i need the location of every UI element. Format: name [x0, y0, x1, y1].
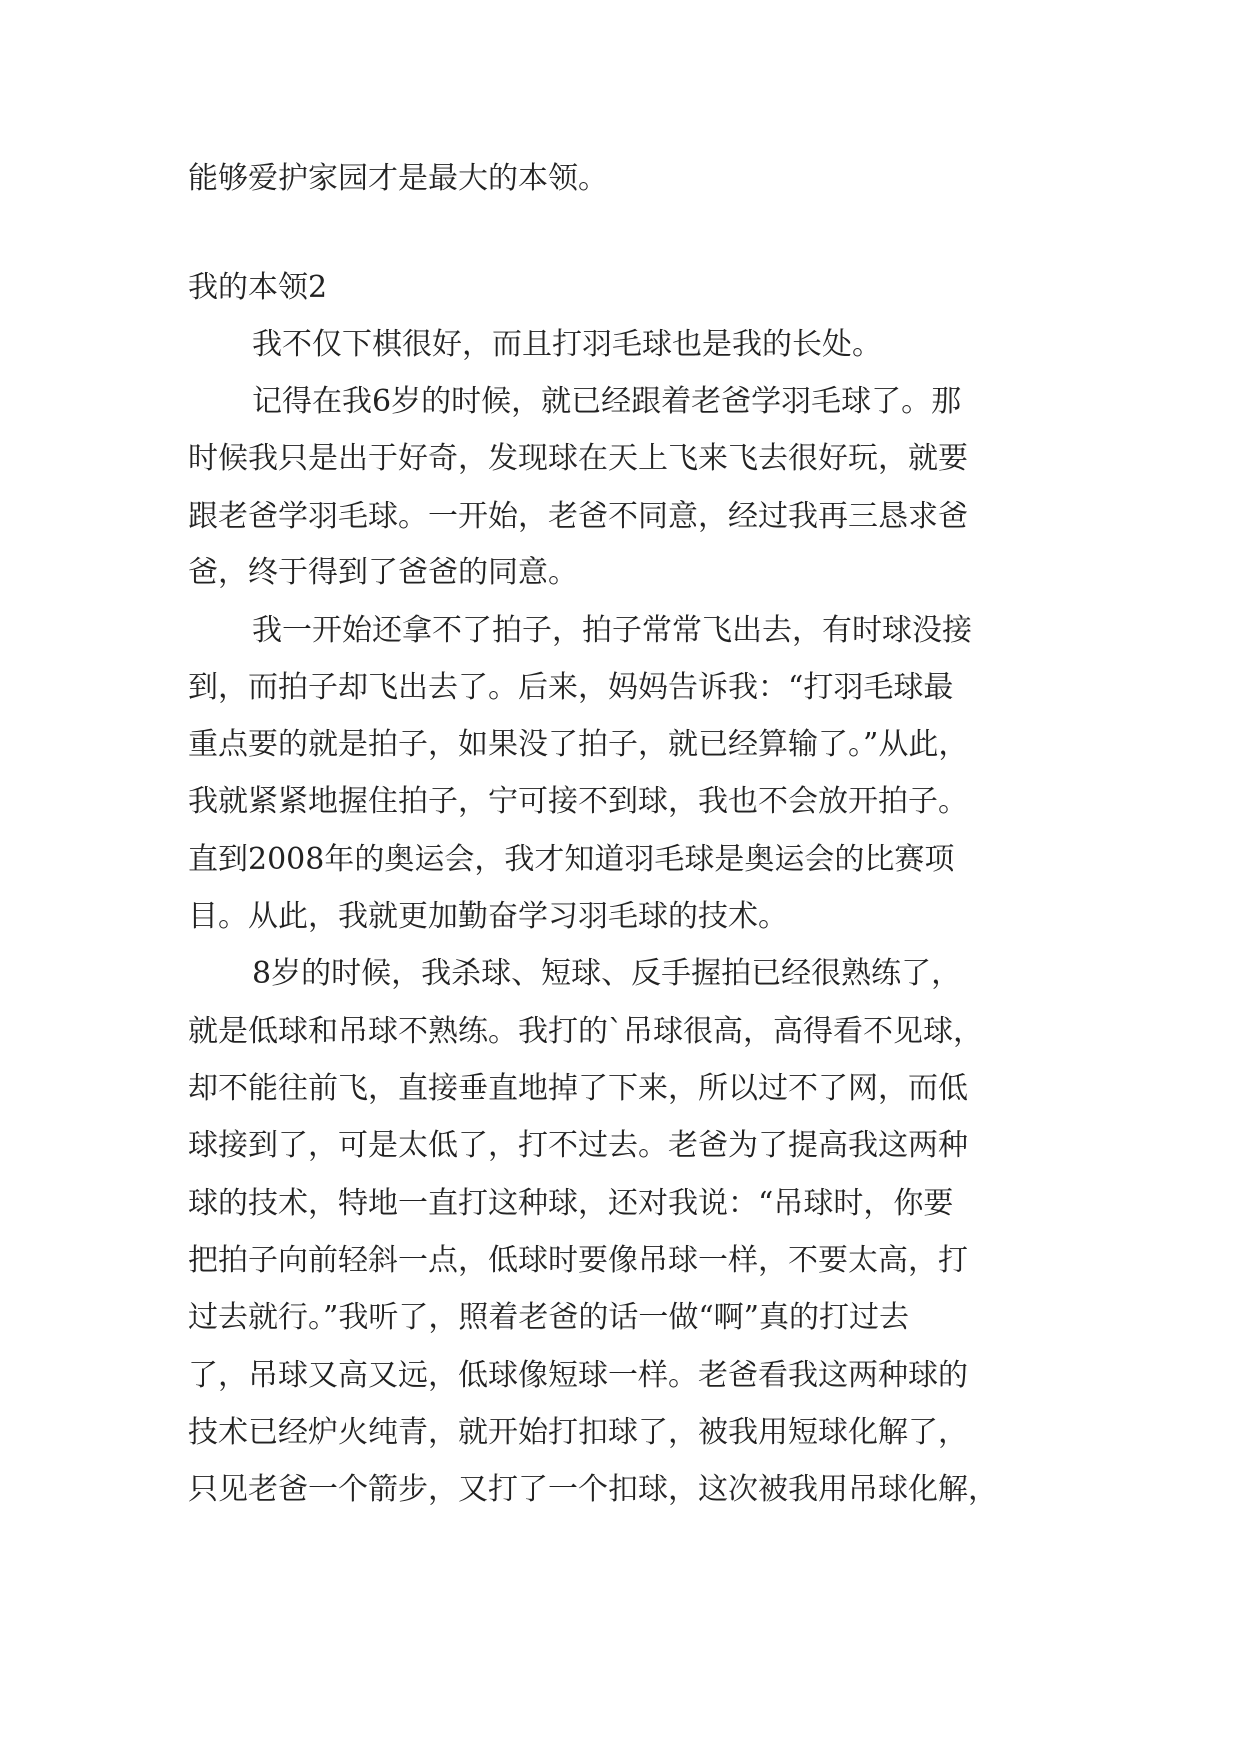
text-line: 就是低球和吊球不熟练。我打的`吊球很高，高得看不见球， [188, 1014, 983, 1049]
text-line: 却不能往前飞，直接垂直地掉了下来，所以过不了网，而低 [188, 1071, 968, 1106]
text-line: 球接到了，可是太低了，打不过去。老爸为了提高我这两种 [188, 1128, 968, 1163]
text-line: 把拍子向前轻斜一点，低球时要像吊球一样，不要太高，打 [188, 1243, 968, 1278]
text-line: 记得在我6岁的时候，就已经跟着老爸学羽毛球了。那 [252, 384, 962, 419]
text-line: 球的技术，特地一直打这种球，还对我说：“吊球时，你要 [188, 1186, 954, 1221]
text-line: 目。从此，我就更加勤奋学习羽毛球的技术。 [188, 899, 788, 934]
text-line: 过去就行。”我听了，照着老爸的话一做“啊”真的打过去 [188, 1300, 910, 1335]
section-heading: 我的本领2 [188, 270, 328, 305]
text-line: 了，吊球又高又远，低球像短球一样。老爸看我这两种球的 [188, 1358, 968, 1393]
text-line: 重点要的就是拍子，如果没了拍子，就已经算输了。”从此， [188, 727, 969, 762]
text-line: 能够爱护家园才是最大的本领。 [188, 161, 608, 196]
text-line: 我不仅下棋很好，而且打羽毛球也是我的长处。 [252, 327, 882, 362]
text-line: 我就紧紧地握住拍子，宁可接不到球，我也不会放开拍子。 [188, 784, 968, 819]
text-line: 技术已经炉火纯青，就开始打扣球了，被我用短球化解了， [188, 1415, 968, 1450]
text-line: 直到2008年的奥运会，我才知道羽毛球是奥运会的比赛项 [188, 842, 955, 877]
text-line: 只见老爸一个箭步，又打了一个扣球，这次被我用吊球化解， [188, 1472, 998, 1507]
text-line: 时候我只是出于好奇，发现球在天上飞来飞去很好玩，就要 [188, 441, 968, 476]
text-line: 爸，终于得到了爸爸的同意。 [188, 555, 578, 590]
text-line: 8岁的时候，我杀球、短球、反手握拍已经很熟练了， [252, 956, 962, 991]
text-line: 我一开始还拿不了拍子，拍子常常飞出去，有时球没接 [252, 613, 972, 648]
text-line: 到，而拍子却飞出去了。后来，妈妈告诉我：“打羽毛球最 [188, 670, 954, 705]
text-line: 跟老爸学羽毛球。一开始，老爸不同意，经过我再三恳求爸 [188, 499, 968, 534]
